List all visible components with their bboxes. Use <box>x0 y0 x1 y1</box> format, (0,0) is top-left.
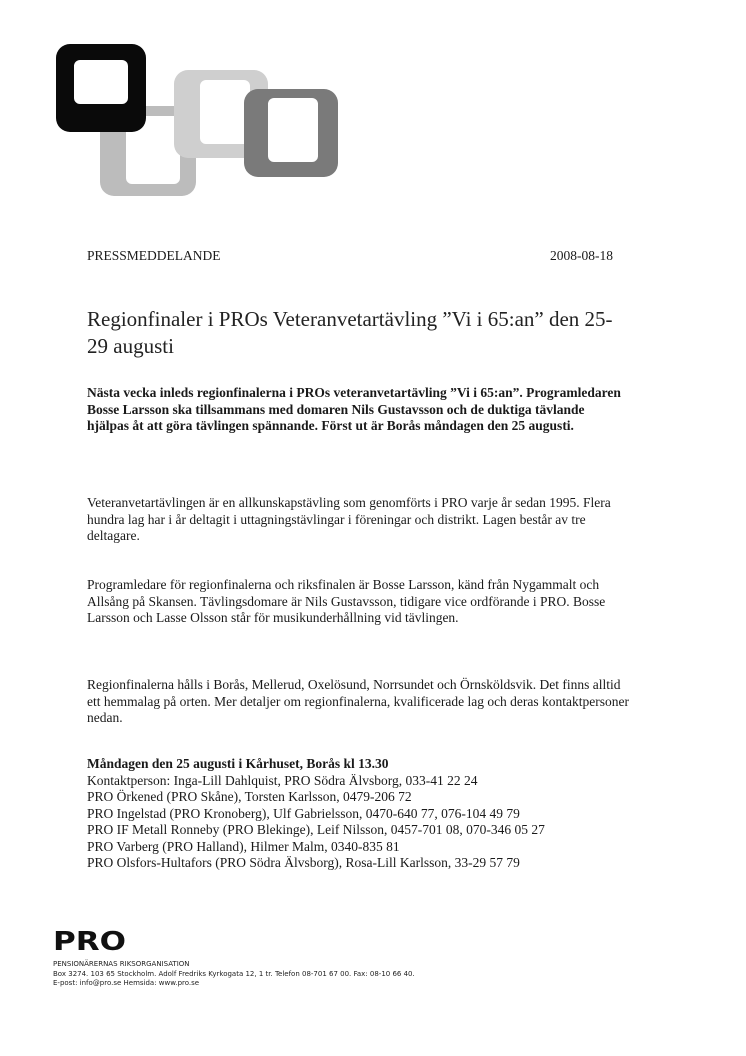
contact-line: PRO Varberg (PRO Halland), Hilmer Malm, 0340-835 81 <box>87 838 400 854</box>
body-paragraph-3: Regionfinalerna hålls i Borås, Mellerud, Oxelösund, Norrsundet och Örnsköldsvik. Det finns alltid ett hemmalag på orten. Mer detaljer om regionfinalerna, kvalificerade lag och deras kontaktpersoner nedan. <box>87 677 630 725</box>
body-paragraph-1: Veteranvetartävlingen är en allkunskapstävling som genomförts i PRO varje år sedan 1995. Flera hundra lag har i år deltagit i uttagningstävlingar i föreningar och distrikt. Lagen består av tre deltagare. <box>87 495 611 543</box>
footer-address: Box 3274. 103 65 Stockholm. Adolf Fredriks Kyrkogata 12, 1 tr. Telefon 08-701 67 00. Fax: 08-10 66 40. <box>53 969 415 978</box>
footer-org-name: PENSIONÄRERNAS RIKSORGANISATION <box>53 960 190 968</box>
dark-gray-square <box>244 89 338 177</box>
pro-wordmark-logo <box>53 928 127 952</box>
pro-wordmark-text: PRO <box>53 928 126 952</box>
lead-paragraph: Nästa vecka inleds regionfinalerna i PROs veteranvetartävling ”Vi i 65:an”. Programledaren Bosse Larsson ska tillsammans med domaren Nils Gustavsson och de duktiga tävlande hjälpas åt att göra tävlingen spännande. Först ut är Borås måndagen den 25 augusti. <box>87 385 621 433</box>
contact-line: PRO Olsfors-Hultafors (PRO Södra Älvsborg), Rosa-Lill Karlsson, 33-29 57 79 <box>87 855 520 870</box>
contact-line: PRO Ingelstad (PRO Kronoberg), Ulf Gabrielsson, 0470-640 77, 076-104 49 79 <box>87 805 520 821</box>
page-title: Regionfinaler i PROs Veteranvetartävling ”Vi i 65:an” den 25-29 augusti <box>87 307 613 358</box>
document-date: 2008-08-18 <box>550 248 613 263</box>
black-square <box>56 44 146 132</box>
contact-line: Kontaktperson: Inga-Lill Dahlquist, PRO Södra Älvsborg, 033-41 22 24 <box>87 772 478 788</box>
contact-line: PRO IF Metall Ronneby (PRO Blekinge), Leif Nilsson, 0457-701 08, 070-346 05 27 <box>87 822 545 837</box>
footer-contact: E-post: info@pro.se Hemsida: www.pro.se <box>53 979 200 987</box>
pro-squares-logo <box>0 0 360 210</box>
contact-line: PRO Örkened (PRO Skåne), Torsten Karlsson, 0479-206 72 <box>87 789 412 804</box>
body-paragraph-2: Programledare för regionfinalerna och riksfinalen är Bosse Larsson, känd från Nygammalt och Allsång på Skansen. Tävlingsdomare är Nils Gustavsson, tidigare vice ordförande i PRO. Bosse Larsson och Lasse Olsson står för musikunderhållning vid tävlingen. <box>87 577 606 625</box>
event-contacts <box>87 756 687 872</box>
document-type-label: PRESSMEDDELANDE <box>87 248 221 263</box>
footer <box>53 960 613 989</box>
event-heading: Måndagen den 25 augusti i Kårhuset, Borås kl 13.30 <box>87 756 389 771</box>
